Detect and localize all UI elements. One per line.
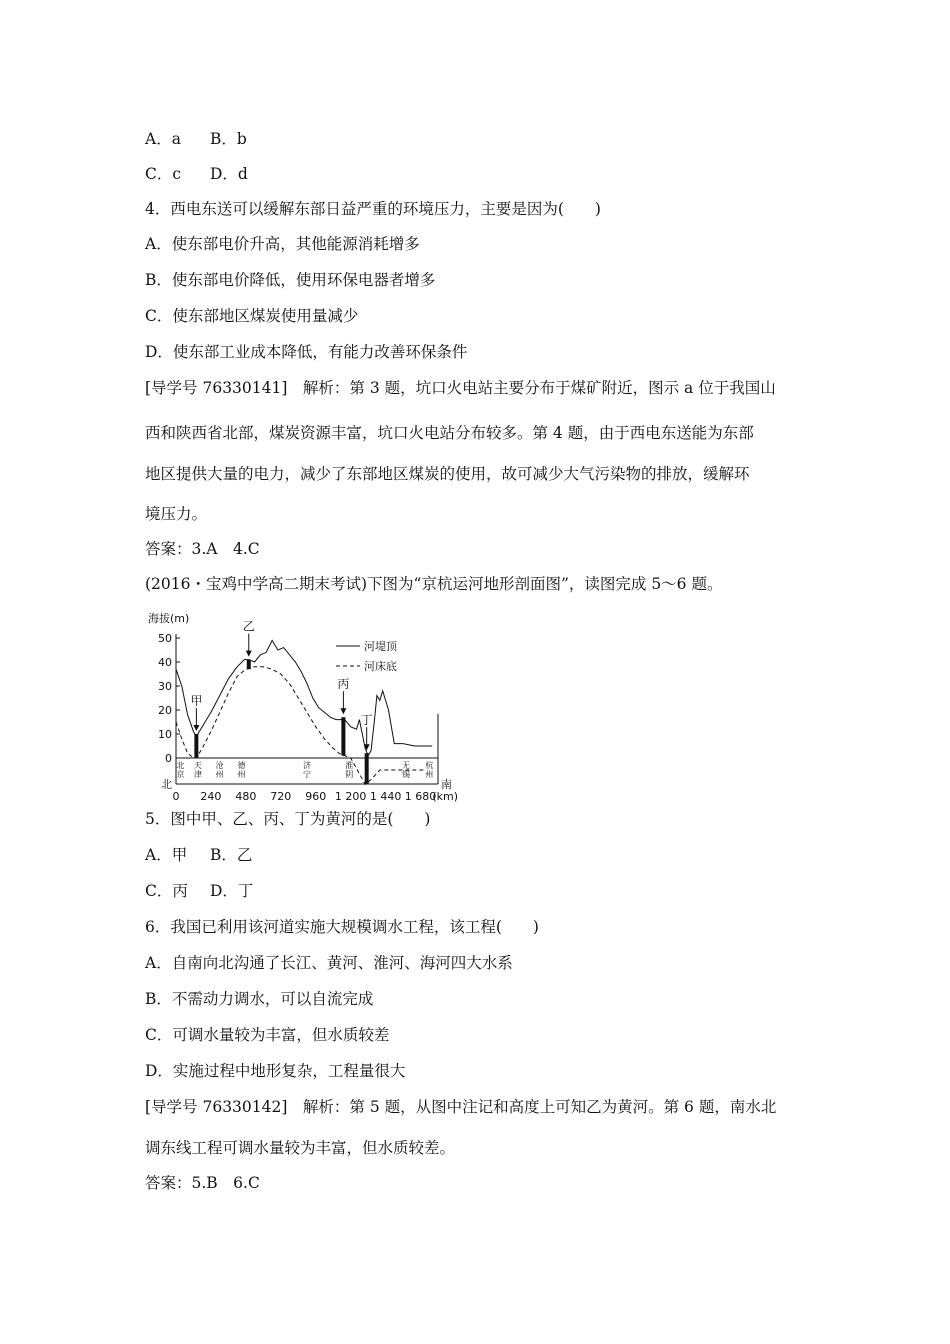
city-label: 沧 xyxy=(215,761,224,770)
question-4-option-a: A．使东部电价升高，其他能源消耗增多 xyxy=(145,235,420,253)
question-6-option-a: A．自南向北沟通了长江、黄河、淮河、海河四大水系 xyxy=(145,954,513,972)
levee-top-line xyxy=(176,640,432,755)
option-b: B．b xyxy=(210,130,247,148)
option-a: A．a xyxy=(145,130,181,148)
y-tick-label: 20 xyxy=(158,704,172,717)
city-label: 无 xyxy=(401,761,410,770)
marker-label: 丁 xyxy=(360,713,373,728)
city-label: 津 xyxy=(193,770,202,779)
x-tick-label: 480 xyxy=(235,790,257,803)
marker-arrowhead xyxy=(193,725,199,731)
x-unit-label: (km) xyxy=(432,790,458,803)
question-5: 5．图中甲、乙、丙、丁为黄河的是( ) xyxy=(145,810,431,828)
river-marker xyxy=(247,660,251,670)
riverbed-line xyxy=(176,667,423,785)
explanation-line: 境压力。 xyxy=(145,505,208,523)
question-4-option-d: D．使东部工业成本降低，有能力改善环保条件 xyxy=(145,343,468,361)
intro-line: (2016・宝鸡中学高二期末考试)下图为“京杭运河地形剖面图”，读图完成 5～6 题。 xyxy=(145,575,723,593)
y-axis-label: 海拔(m) xyxy=(148,612,190,625)
question-5-option-b: B．乙 xyxy=(210,846,253,864)
x-tick-label: 1 200 xyxy=(334,790,367,803)
city-label: 州 xyxy=(237,770,246,779)
x-tick-label: 0 xyxy=(172,790,180,803)
marker-arrowhead xyxy=(340,708,346,714)
south-label: 南 xyxy=(441,778,452,791)
canal-profile-chart xyxy=(148,604,468,808)
city-label: 宁 xyxy=(303,770,311,779)
y-tick-label: 50 xyxy=(158,632,172,645)
question-4-option-c: C．使东部地区煤炭使用量减少 xyxy=(145,307,359,325)
question-4-option-b: B．使东部电价降低，使用环保电器者增多 xyxy=(145,271,436,289)
marker-label: 甲 xyxy=(190,694,203,708)
explanation-line: 西和陕西省北部，煤炭资源丰富，坑口火电站分布较多。第 4 题，由于西电东送能为东部 xyxy=(145,424,754,442)
explanation-line: [导学号 76330141] 解析：第 3 题，坑口火电站主要分布于煤矿附近，图示 a 位于我国山 xyxy=(145,379,776,397)
y-tick-label: 10 xyxy=(158,728,172,741)
city-label: 淮 xyxy=(345,761,354,770)
legend-label: 河堤顶 xyxy=(364,640,397,653)
x-tick-label: 240 xyxy=(200,790,222,803)
city-label: 德 xyxy=(237,761,246,770)
y-tick-label: 40 xyxy=(158,656,172,669)
city-label: 杭 xyxy=(425,761,434,770)
river-marker xyxy=(194,734,198,758)
legend-label: 河床底 xyxy=(364,660,397,673)
city-label: 济 xyxy=(303,761,311,770)
north-label: 北 xyxy=(161,778,172,791)
explanation-line: 地区提供大量的电力，减少了东部地区煤炭的使用，故可减少大气污染物的排放，缓解环 xyxy=(145,465,750,483)
question-5-option-d: D．丁 xyxy=(210,882,254,900)
question-5-option-a: A．甲 xyxy=(145,846,188,864)
y-tick-label: 30 xyxy=(158,680,172,693)
x-tick-label: 720 xyxy=(270,790,292,803)
answer-line: 答案：5.B 6.C xyxy=(145,1174,260,1192)
y-tick-label: 0 xyxy=(165,752,172,765)
explanation-line: 调东线工程可调水量较为丰富，但水质较差。 xyxy=(145,1139,456,1157)
question-6-option-b: B．不需动力调水，可以自流完成 xyxy=(145,990,374,1008)
answer-line: 答案：3.A 4.C xyxy=(145,540,260,558)
river-marker xyxy=(341,717,345,755)
river-marker xyxy=(365,753,369,784)
question-6-option-c: C．可调水量较为丰富，但水质较差 xyxy=(145,1026,390,1044)
city-label: 州 xyxy=(425,770,434,779)
question-5-option-c: C．丙 xyxy=(145,882,188,900)
option-d: D．d xyxy=(210,165,248,183)
city-label: 京 xyxy=(176,770,185,779)
marker-arrowhead xyxy=(246,651,252,657)
city-label: 天 xyxy=(193,761,202,770)
city-label: 州 xyxy=(215,770,224,779)
x-tick-label: 1 680 xyxy=(404,790,437,803)
marker-label: 丙 xyxy=(337,677,350,692)
question-4: 4．西电东送可以缓解东部日益严重的环境压力，主要是因为( ) xyxy=(145,200,601,218)
marker-label: 乙 xyxy=(242,619,255,634)
option-c: C．c xyxy=(145,165,182,183)
city-label: 阴 xyxy=(345,770,354,779)
x-tick-label: 1 440 xyxy=(369,790,402,803)
x-tick-label: 960 xyxy=(305,790,327,803)
city-label: 北 xyxy=(176,761,185,770)
question-6-option-d: D．实施过程中地形复杂，工程量很大 xyxy=(145,1062,406,1080)
question-6: 6．我国已利用该河道实施大规模调水工程，该工程( ) xyxy=(145,918,539,936)
explanation-line: [导学号 76330142] 解析：第 5 题，从图中注记和高度上可知乙为黄河。第 6 题，南水北 xyxy=(145,1098,777,1116)
city-label: 锡 xyxy=(401,770,410,779)
